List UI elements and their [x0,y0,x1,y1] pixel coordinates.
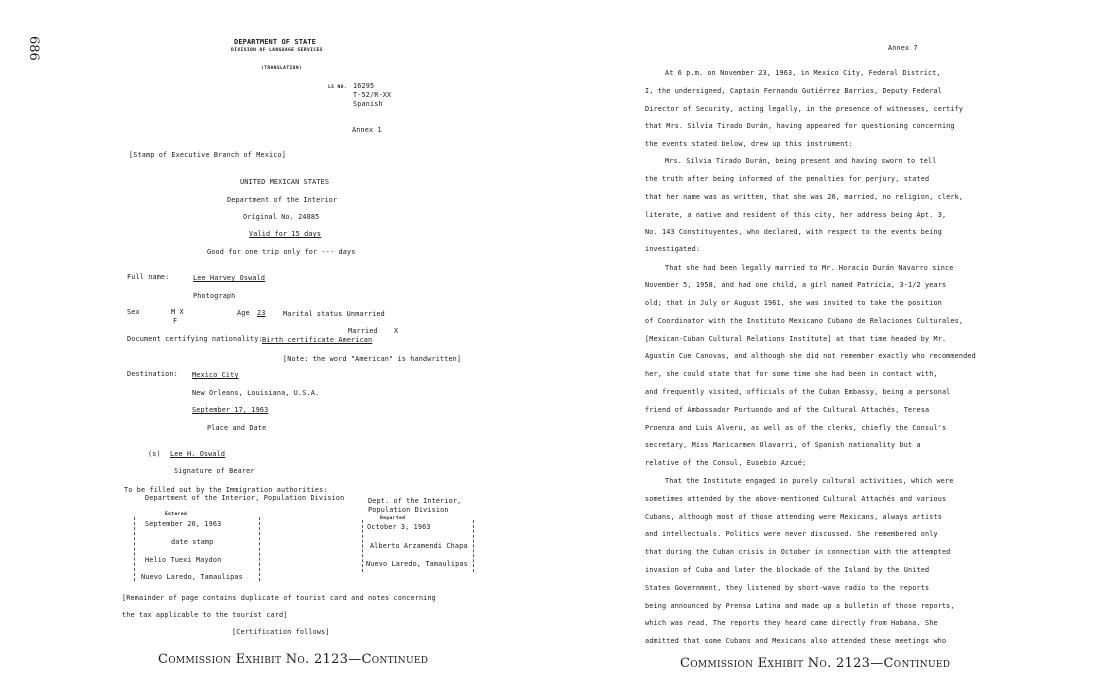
body-line: investigated: [645,245,701,253]
marital-status: Marital status Unmarried [283,310,385,318]
dept-left: Department of the Interior, Population Division [145,494,345,502]
departed-date: October 3, 1963 [367,523,431,531]
ls-no-value: 16295 [353,82,375,90]
place-right: Nuevo Laredo, Tamaulipas [366,560,468,568]
body-line: her, she could state that for some time she had been in contact with, [645,370,938,378]
signature-value: Lee H. Oswald [170,450,226,458]
date-value: September 17, 1963 [192,406,269,414]
valid-for: Valid for 15 days [249,230,322,238]
ls-ref: T-52/R-XX [353,91,392,99]
body-line: being announced by Prensa Latina and made up a bulletin of those reports, [645,602,955,610]
remainder-note-2: the tax applicable to the tourist card] [122,611,288,619]
body-line: That the Institute engaged in purely cultural activities, which were [665,477,954,485]
ls-no-label: LS NO. [328,85,347,90]
body-line: November 5, 1958, and had one child, a girl named Patricia, 3-1/2 years [645,281,947,289]
sex-f: F [173,317,178,325]
departed-label: Departed [380,516,406,521]
body-line: the events stated below, drew up this instrument: [645,140,853,148]
body-line: friend of Ambassador Portuondo and of the Cultural Attachés, Teresa [645,406,930,414]
header-subtitle: DIVISION OF LANGUAGE SERVICES [231,48,323,53]
body-line: secretary, Miss Maricarmen Olavarri, of Spanish nationality but a [645,441,921,449]
body-line: invasion of Cuba and later the blockade of the Island by the United [645,566,930,574]
remainder-note-1: [Remainder of page contains duplicate of tourist card and notes concerning [122,594,436,602]
body-line: of Coordinator with the Instituto Mexicano Cubano de Relaciones Culturales, [645,317,964,325]
left-caption: Commission Exhibit No. 2123—Continued [158,652,429,667]
annex-label: Annex 1 [352,126,382,134]
body-line: the truth after being informed of the penalties for perjury, stated [645,175,930,183]
body-line: I, the undersigned, Captain Fernando Gutiérrez Barrios, Deputy Federal [645,87,942,95]
body-line: sometimes attended by the above-mentioned Cultural Attachés and various [645,495,947,503]
officer-left: Helio Tuexi Maydon [145,556,222,564]
body-line: Director of Security, acting legally, in the presence of witnesses, certify [645,105,964,113]
married-label: Married [348,327,378,335]
body-line: which was read. The reports they heard came directly from Habana. She [645,619,938,627]
document-label: Document certifying nationality: [127,335,263,343]
body-line: [Mexican-Cuban Cultural Relations Institute] at that time headed by Mr. [645,335,947,343]
translation-label: (TRANSLATION) [261,66,303,71]
body-line: States Government, they listened by short-wave radio to the reports [645,584,930,592]
full-name-label: Full name: [127,273,170,281]
original-number: Original No. 24085 [243,213,320,221]
age-value: 23 [257,309,266,317]
signature-label: Signature of Bearer [174,467,255,475]
body-line: and intellectuals. Politics were never discussed. She remembered only [645,530,938,538]
officer-right: Alberto Arzamendi Chapa [370,542,468,550]
body-line: Proenza and Luis Alveru, as well as of the clerks, chiefly the Consul's [645,424,947,432]
body-line: Agustín Cue Canovas, and although she did not remember exactly who recommended [645,352,976,360]
entered-date: September 26, 1963 [145,520,222,528]
department-heading: Department of the Interior [227,196,338,204]
body-line: Cubans, although most of those attending were Mexicans, always artists [645,513,942,521]
dept-right-2: Population Division [368,506,449,514]
stamp-note: [Stamp of Executive Branch of Mexico] [129,151,286,159]
ls-language: Spanish [353,100,383,108]
page-number: 686 [26,36,41,61]
body-line: That she had been legally married to Mr. Horacio Durán Navarro since [665,264,954,272]
right-caption: Commission Exhibit No. 2123—Continued [680,656,951,671]
annex-7-label: Annex 7 [888,44,918,52]
good-for: Good for one trip only for --- days [207,248,356,256]
destination-label: Destination: [127,370,178,378]
body-line: that Mrs. Silvia Tirado Durán, having appeared for questioning concerning [645,122,955,130]
married-mark: X [394,327,399,335]
sex-label: Sex [127,308,140,316]
body-line: and frequently visited, officials of the Cuban Embassy, being a personal [645,388,951,396]
body-line: admitted that some Cubans and Mexicans also attended these meetings who [645,637,947,645]
body-line: old; that in July or August 1961, she was invited to take the position [645,299,942,307]
origin: New Orleans, Louisiana, U.S.A. [192,389,320,397]
header-title: DEPARTMENT OF STATE [234,38,316,46]
body-line: relative of the Consul, Eusebio Azcué; [645,459,807,467]
signed-prefix: (s) [148,450,161,458]
certification-note: [Certification follows] [232,628,330,636]
full-name-value: Lee Harvey Oswald [193,274,266,282]
sex-value: M X [171,308,184,316]
immigration-note: To be filled out by the Immigration authorities: [124,486,328,494]
entered-label: Entered [165,512,188,517]
document-value: Birth certificate American [262,336,373,344]
body-line: literate, a native and resident of this city, her address being Apt. 3, [645,211,947,219]
body-line: No. 143 Constituyentes, who declared, with respect to the events being [645,228,942,236]
place-date-label: Place and Date [207,424,267,432]
body-line: At 6 p.m. on November 23, 1963, in Mexico City, Federal District, [665,69,941,77]
date-stamp-label: date stamp [171,538,214,546]
age-label: Age [237,309,250,317]
note-american: [Note: the word "American" is handwritten] [283,355,462,363]
country-heading: UNITED MEXICAN STATES [240,178,330,186]
body-line: that during the Cuban crisis in October in connection with the attempted [645,548,951,556]
place-left: Nuevo Laredo, Tamaulipas [141,573,243,581]
destination-value: Mexico City [192,371,239,379]
photograph-label: Photograph [193,292,236,300]
body-line: Mrs. Silvia Tirado Durán, being present and having sworn to tell [665,157,937,165]
dept-right-1: Dept. of the Interior, [368,497,462,505]
body-line: that her name was as written, that she was 26, married, no religion, clerk, [645,193,964,201]
